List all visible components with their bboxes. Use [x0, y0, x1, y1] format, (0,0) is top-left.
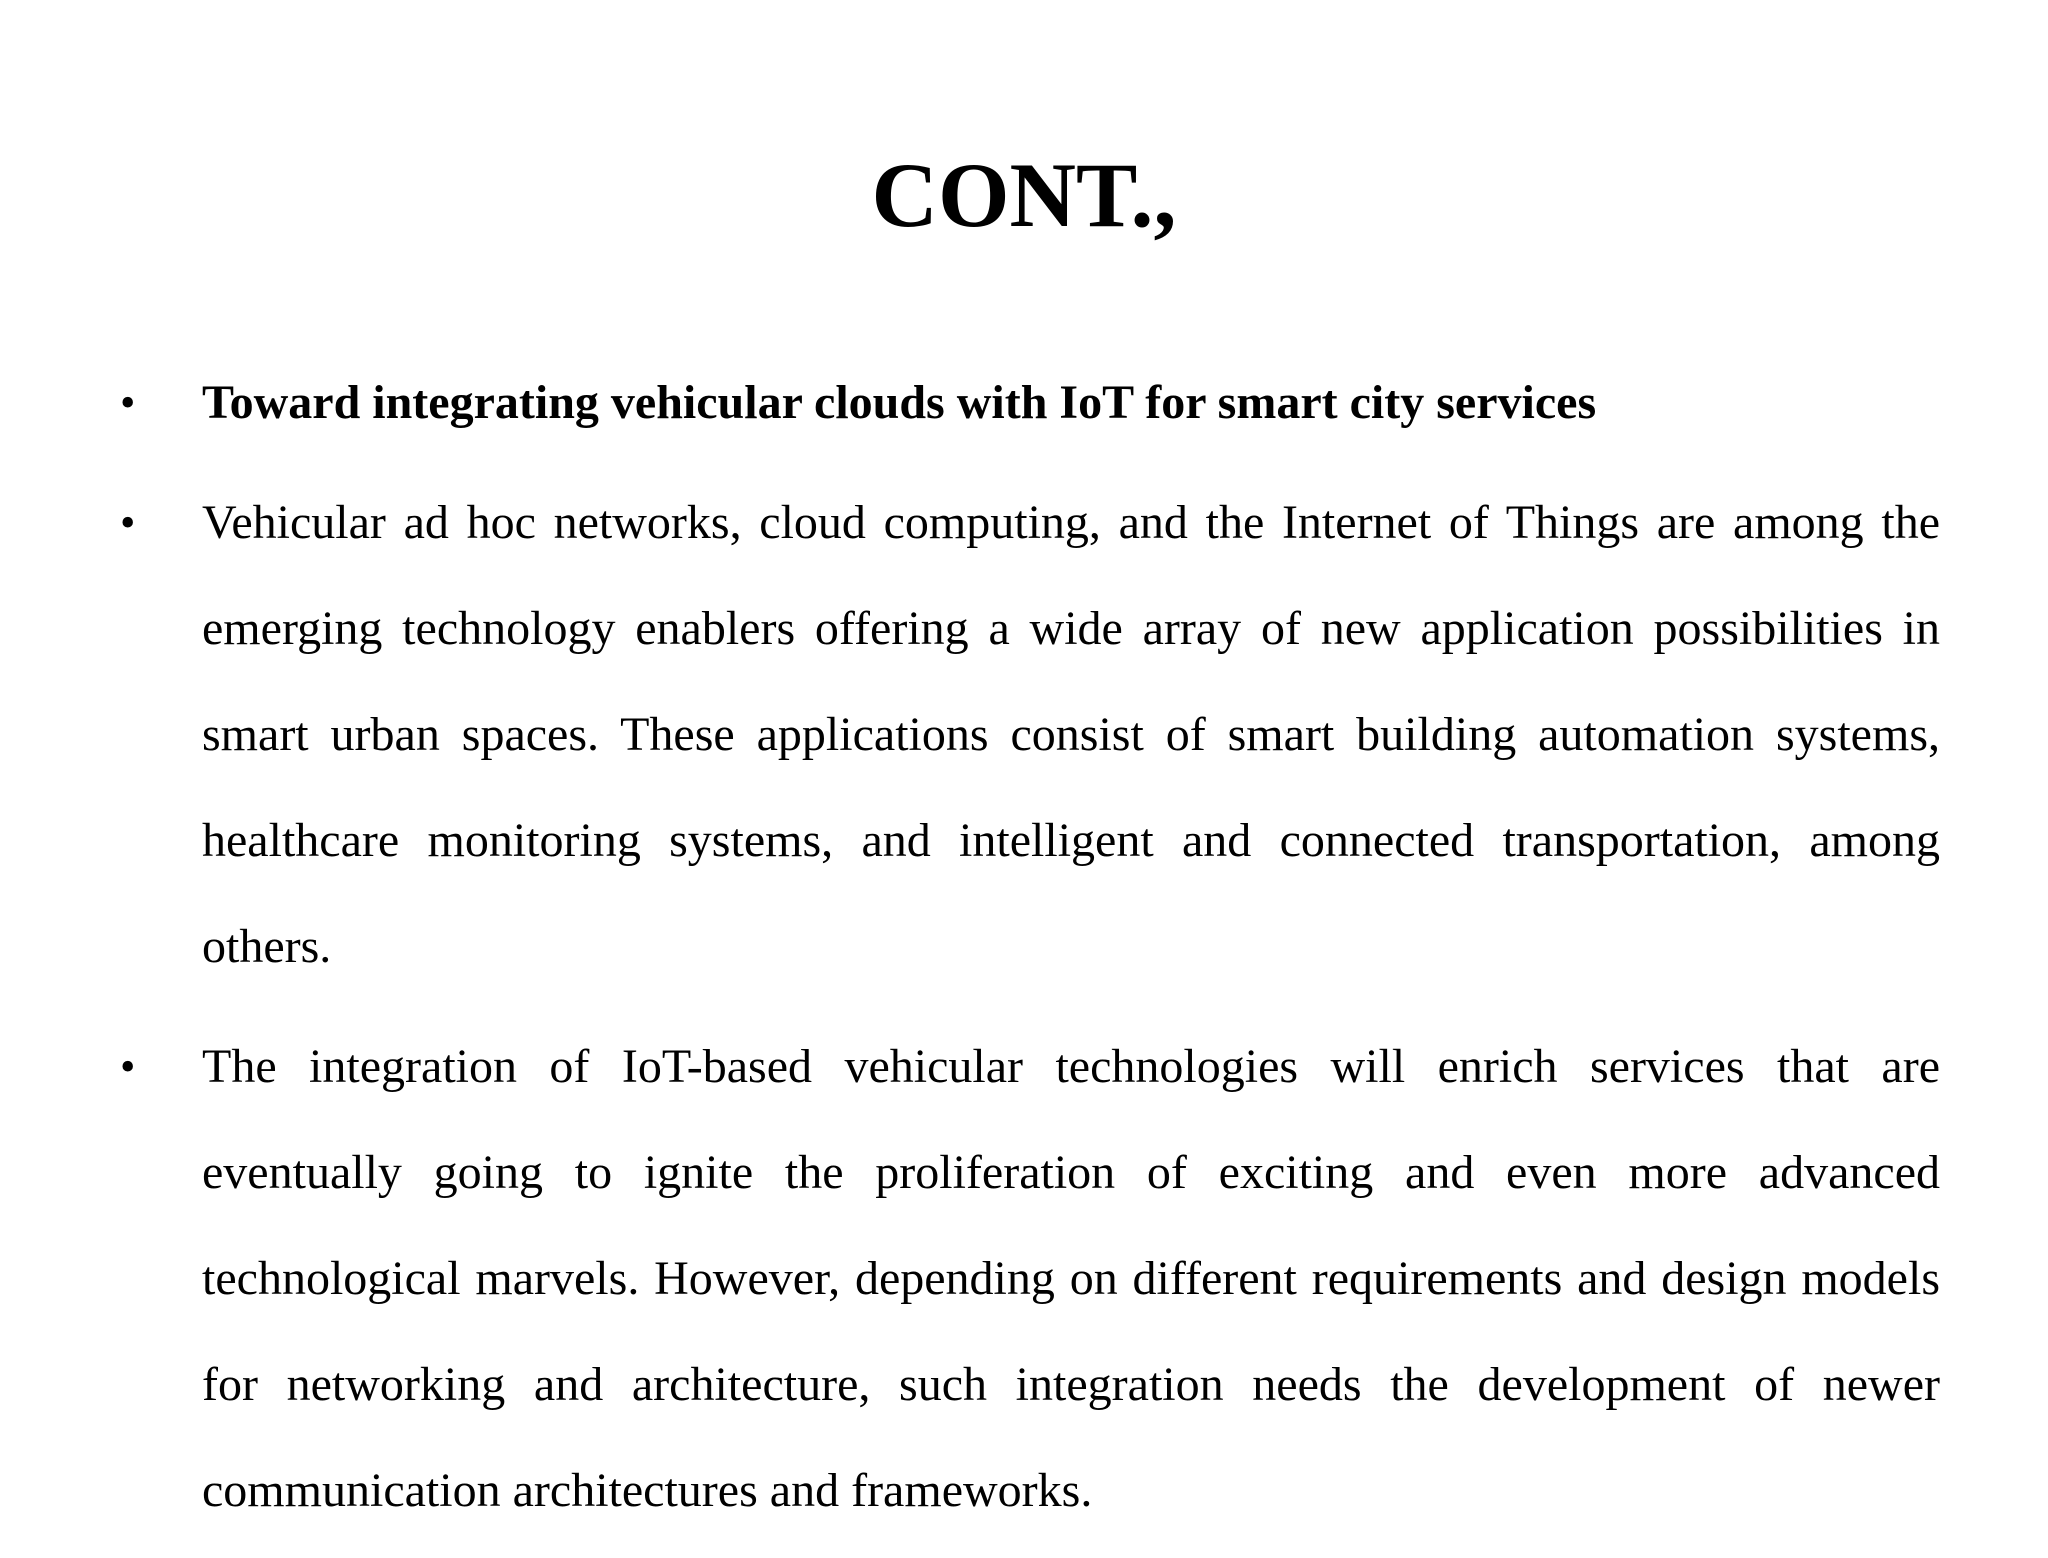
bullet-text: Vehicular ad hoc networks, cloud computing, and the Internet of Things are among the emerging technology enablers offering a wide array of new application possibilities in smart urban spaces. These applications consist of smart building automation systems, healthcare monitoring systems, and intelligent and connected transportation, among others.	[202, 496, 1940, 973]
bullet-item-heading	[120, 350, 1940, 456]
bullet-icon: •	[120, 498, 136, 547]
bullet-icon: •	[120, 378, 136, 427]
bullet-item	[120, 1014, 1940, 1544]
bullet-text: The integration of IoT-based vehicular technologies will enrich services that are eventually going to ignite the proliferation of exciting and even more advanced technological marvels. However, depending on different requirements and design models for networking and architecture, such integration needs the development of newer communication architectures and frameworks.	[202, 1040, 1940, 1517]
slide-title: CONT.,	[871, 144, 1177, 246]
bullet-text: Toward integrating vehicular clouds with IoT for smart city services	[202, 376, 1597, 429]
bullet-item	[120, 470, 1940, 1000]
bullet-list	[120, 350, 1940, 1558]
bullet-icon: •	[120, 1042, 136, 1091]
